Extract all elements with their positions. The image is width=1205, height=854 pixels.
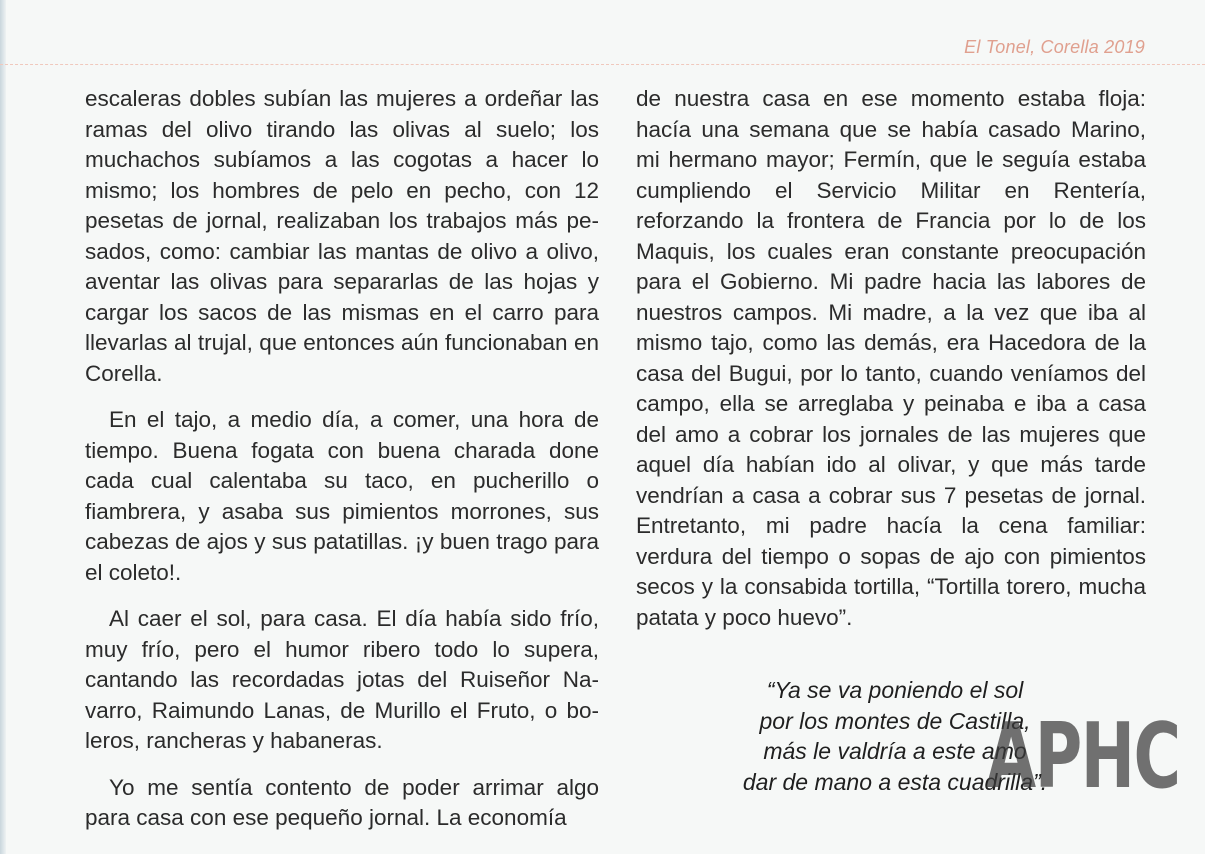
paragraph: Al caer el sol, para casa. El día había sido frío, muy frío, pero el humor ribero todo lo supera, cantando las recordadas jotas del Ruiseñor Navarro, Raimundo Lanas, de Murillo el Fruto, o boleros, rancheras y habaneras.: [85, 606, 599, 753]
left-column: [85, 84, 599, 850]
verse-line: más le valdría a este amo: [763, 738, 1027, 764]
verse-line: dar de mano a esta cuadrilla”.: [742, 768, 1048, 795]
watermark: APHC: [986, 704, 1180, 809]
verse-line: por los montes de Castilla,: [759, 707, 1031, 734]
right-column: [636, 84, 1146, 649]
paragraph: de nuestra casa en ese momento estaba floja: hacía una semana que se había casado Marino, mi hermano mayor; Fermín, que le seguía estaba cumpliendo el Servicio Militar en Rentería, reforzando la frontera de Francia por lo de los Maquis, los cuales eran constante preocupación para el Gobierno. Mi padre hacia las labores de nuestros campos. Mi madre, a la vez que iba al mismo tajo, como las demás, era Hacedora de la casa del Bugui, por lo tanto, cuando veníamos del campo, ella se arreglaba y peinaba e iba a casa del amo a cobrar los jornales de las mujeres que aquel día habían ido al olivar, y que más tarde vendrían a casa a cobrar sus 7 pesetas de jornal. Entretanto, mi padre hacía la cena familiar: verdura del tiempo o sopas de ajo con pimientos secos y la consabida tortilla, “Tortilla torero, mucha patata y poco huevo”.: [636, 86, 1146, 630]
verse-line: “Ya se va poniendo el sol: [766, 677, 1024, 703]
paragraph: escaleras dobles subían las mujeres a ordeñar las ramas del olivo tirando las olivas al suelo; los muchachos subíamos a las cogotas a hacer lo mismo; los hombres de pelo en pecho, con 12 pesetas de jornal, realizaban los trabajos más pesados, como: cambiar las mantas de olivo a olivo, aventar las olivas para separarlas de las hojas y cargar los sacos de las mismas en el carro para llevarlas al trujal, que entonces aún funcionaban en Corella.: [85, 86, 599, 386]
running-header: El Tonel, Corella 2019: [964, 37, 1145, 57]
paragraph: Yo me sentía contento de poder arrimar algo para casa con ese pequeño jornal. La economía: [85, 774, 599, 830]
scan-edge: [0, 0, 6, 854]
header-rule: [0, 64, 1205, 65]
paragraph: En el tajo, a medio día, a comer, una hora de tiempo. Buena fogata con buena charada done cada cual calentaba su taco, en pucherillo o fiambrera, y asaba sus pimientos morrones, sus cabezas de ajos y sus patatillas. ¡y buen trago para el coleto!.: [85, 407, 599, 585]
